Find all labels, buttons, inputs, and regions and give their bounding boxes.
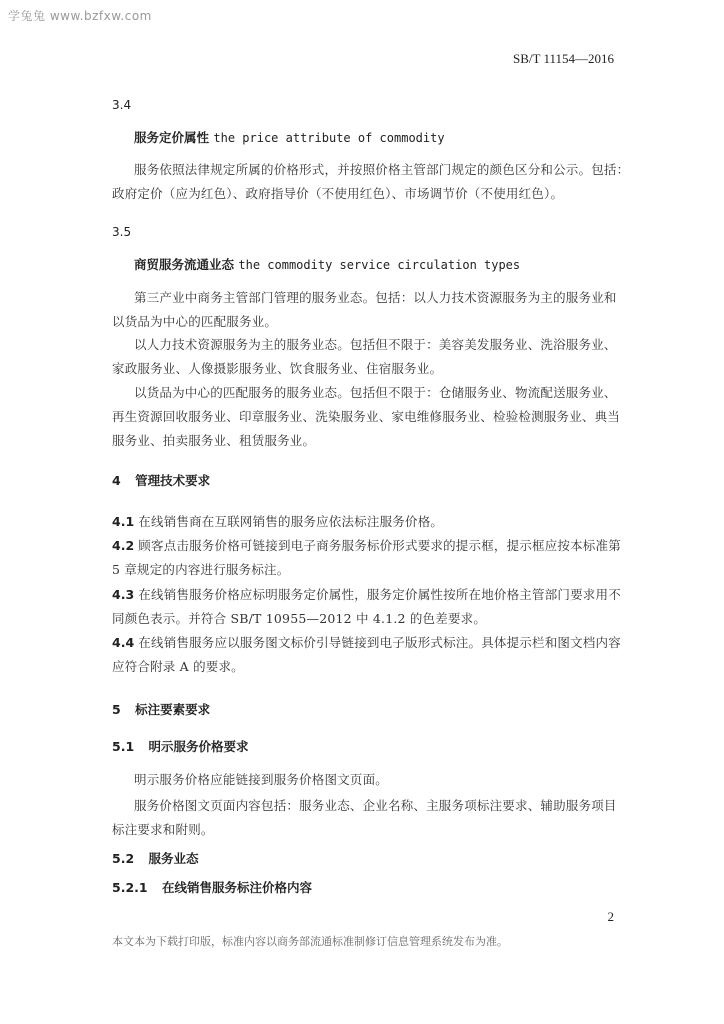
para-3-4-line1: 服务依照法律规定所属的价格形式，并按照价格主管部门规定的颜色区分和公示。包括：	[134, 162, 630, 177]
section-5-number: 5	[112, 702, 121, 717]
section-5-title: 标注要素要求	[135, 702, 211, 717]
section-4-heading	[112, 473, 210, 489]
section-4-number: 4	[112, 473, 121, 488]
term-3-5-zh: 商贸服务流通业态	[134, 257, 235, 272]
clause-4-1-text: 在线销售商在互联网销售的服务应依法标注服务价格。	[138, 514, 444, 529]
watermark: 学兔兔 www.bzfxw.com	[8, 9, 152, 23]
para-3-5-1-line1: 第三产业中商务主管部门管理的服务业态。包括：以人力技术资源服务为主的服务业和	[134, 290, 617, 305]
para-3-5-2-line2: 家政服务业、人像摄影服务业、饮食服务业、住宿服务业。	[112, 361, 443, 376]
clause-4-4-line1	[112, 635, 621, 652]
section-4-title: 管理技术要求	[135, 473, 211, 488]
term-3-4-en: the price attribute of commodity	[213, 131, 445, 145]
clause-4-1-number: 4.1	[112, 514, 135, 529]
para-3-5-3-line2: 再生资源回收服务业、印章服务业、洗染服务业、家电维修服务业、检验检测服务业、典当	[112, 409, 621, 424]
clause-4-2-line2: 5 章规定的内容进行服务标注。	[112, 562, 290, 577]
standard-code-header: SB/T 11154—2016	[512, 51, 614, 66]
clause-4-2-line1	[112, 538, 621, 555]
section-5-1-number: 5.1	[112, 739, 135, 754]
clause-4-4-text-line1: 在线销售服务应以服务图文标价引导链接到电子版形式标注。具体提示栏和图文档内容	[138, 635, 621, 650]
para-3-4-line2: 政府定价（应为红色）、政府指导价（不使用红色）、市场调节价（不使用红色）。	[112, 186, 564, 201]
clause-4-3-line2: 同颜色表示。并符合 SB/T 10955—2012 中 4.1.2 的色差要求。	[112, 611, 487, 626]
para-5-1-2-line2: 标注要求和附则。	[112, 822, 214, 837]
para-3-5-1-line2: 以货品为中心的匹配服务业。	[112, 314, 278, 329]
section-5-1-title: 明示服务价格要求	[148, 739, 249, 754]
term-3-5	[134, 257, 520, 273]
clause-4-1	[112, 514, 443, 531]
section-5-2-1-title: 在线销售服务标注价格内容	[161, 880, 312, 895]
term-3-5-en: the commodity service circulation types	[238, 258, 521, 272]
para-3-5-2-line1: 以人力技术资源服务为主的服务业态。包括但不限于：美容美发服务业、洗浴服务业、	[134, 337, 617, 352]
section-3-4-number: 3.4	[112, 98, 132, 112]
section-5-2-heading	[112, 851, 199, 867]
term-3-4-zh: 服务定价属性	[134, 130, 210, 145]
clause-4-3-number: 4.3	[112, 587, 135, 602]
term-3-4	[134, 130, 445, 146]
para-5-1-1: 明示服务价格应能链接到服务价格图文页面。	[134, 772, 389, 787]
page-number: 2	[607, 909, 614, 924]
section-5-heading	[112, 702, 210, 718]
para-3-5-3-line3: 服务业、拍卖服务业、租赁服务业。	[112, 433, 316, 448]
section-5-2-number: 5.2	[112, 851, 135, 866]
para-3-5-3-line1: 以货品为中心的匹配服务的服务业态。包括但不限于：仓储服务业、物流配送服务业、	[134, 385, 617, 400]
clause-4-2-text-line1: 顾客点击服务价格可链接到电子商务服务标价形式要求的提示框，提示框应按本标准第	[138, 538, 621, 553]
section-5-1-heading	[112, 739, 249, 755]
clause-4-4-line2: 应符合附录 A 的要求。	[112, 659, 244, 674]
section-3-5-number: 3.5	[112, 225, 132, 239]
para-5-1-2-line1: 服务价格图文页面内容包括：服务业态、企业名称、主服务项标注要求、辅助服务项目	[134, 798, 617, 813]
section-5-2-1-number: 5.2.1	[112, 880, 148, 895]
clause-4-4-number: 4.4	[112, 635, 135, 650]
section-5-2-1-heading	[112, 880, 312, 896]
section-5-2-title: 服务业态	[148, 851, 199, 866]
footer-note: 本文本为下载打印版，标准内容以商务部流通标准制修订信息管理系统发布为准。	[112, 935, 508, 948]
clause-4-3-line1	[112, 587, 621, 604]
clause-4-3-text-line1: 在线销售服务价格应标明服务定价属性，服务定价属性按所在地价格主管部门要求用不	[138, 587, 621, 602]
clause-4-2-number: 4.2	[112, 538, 135, 553]
